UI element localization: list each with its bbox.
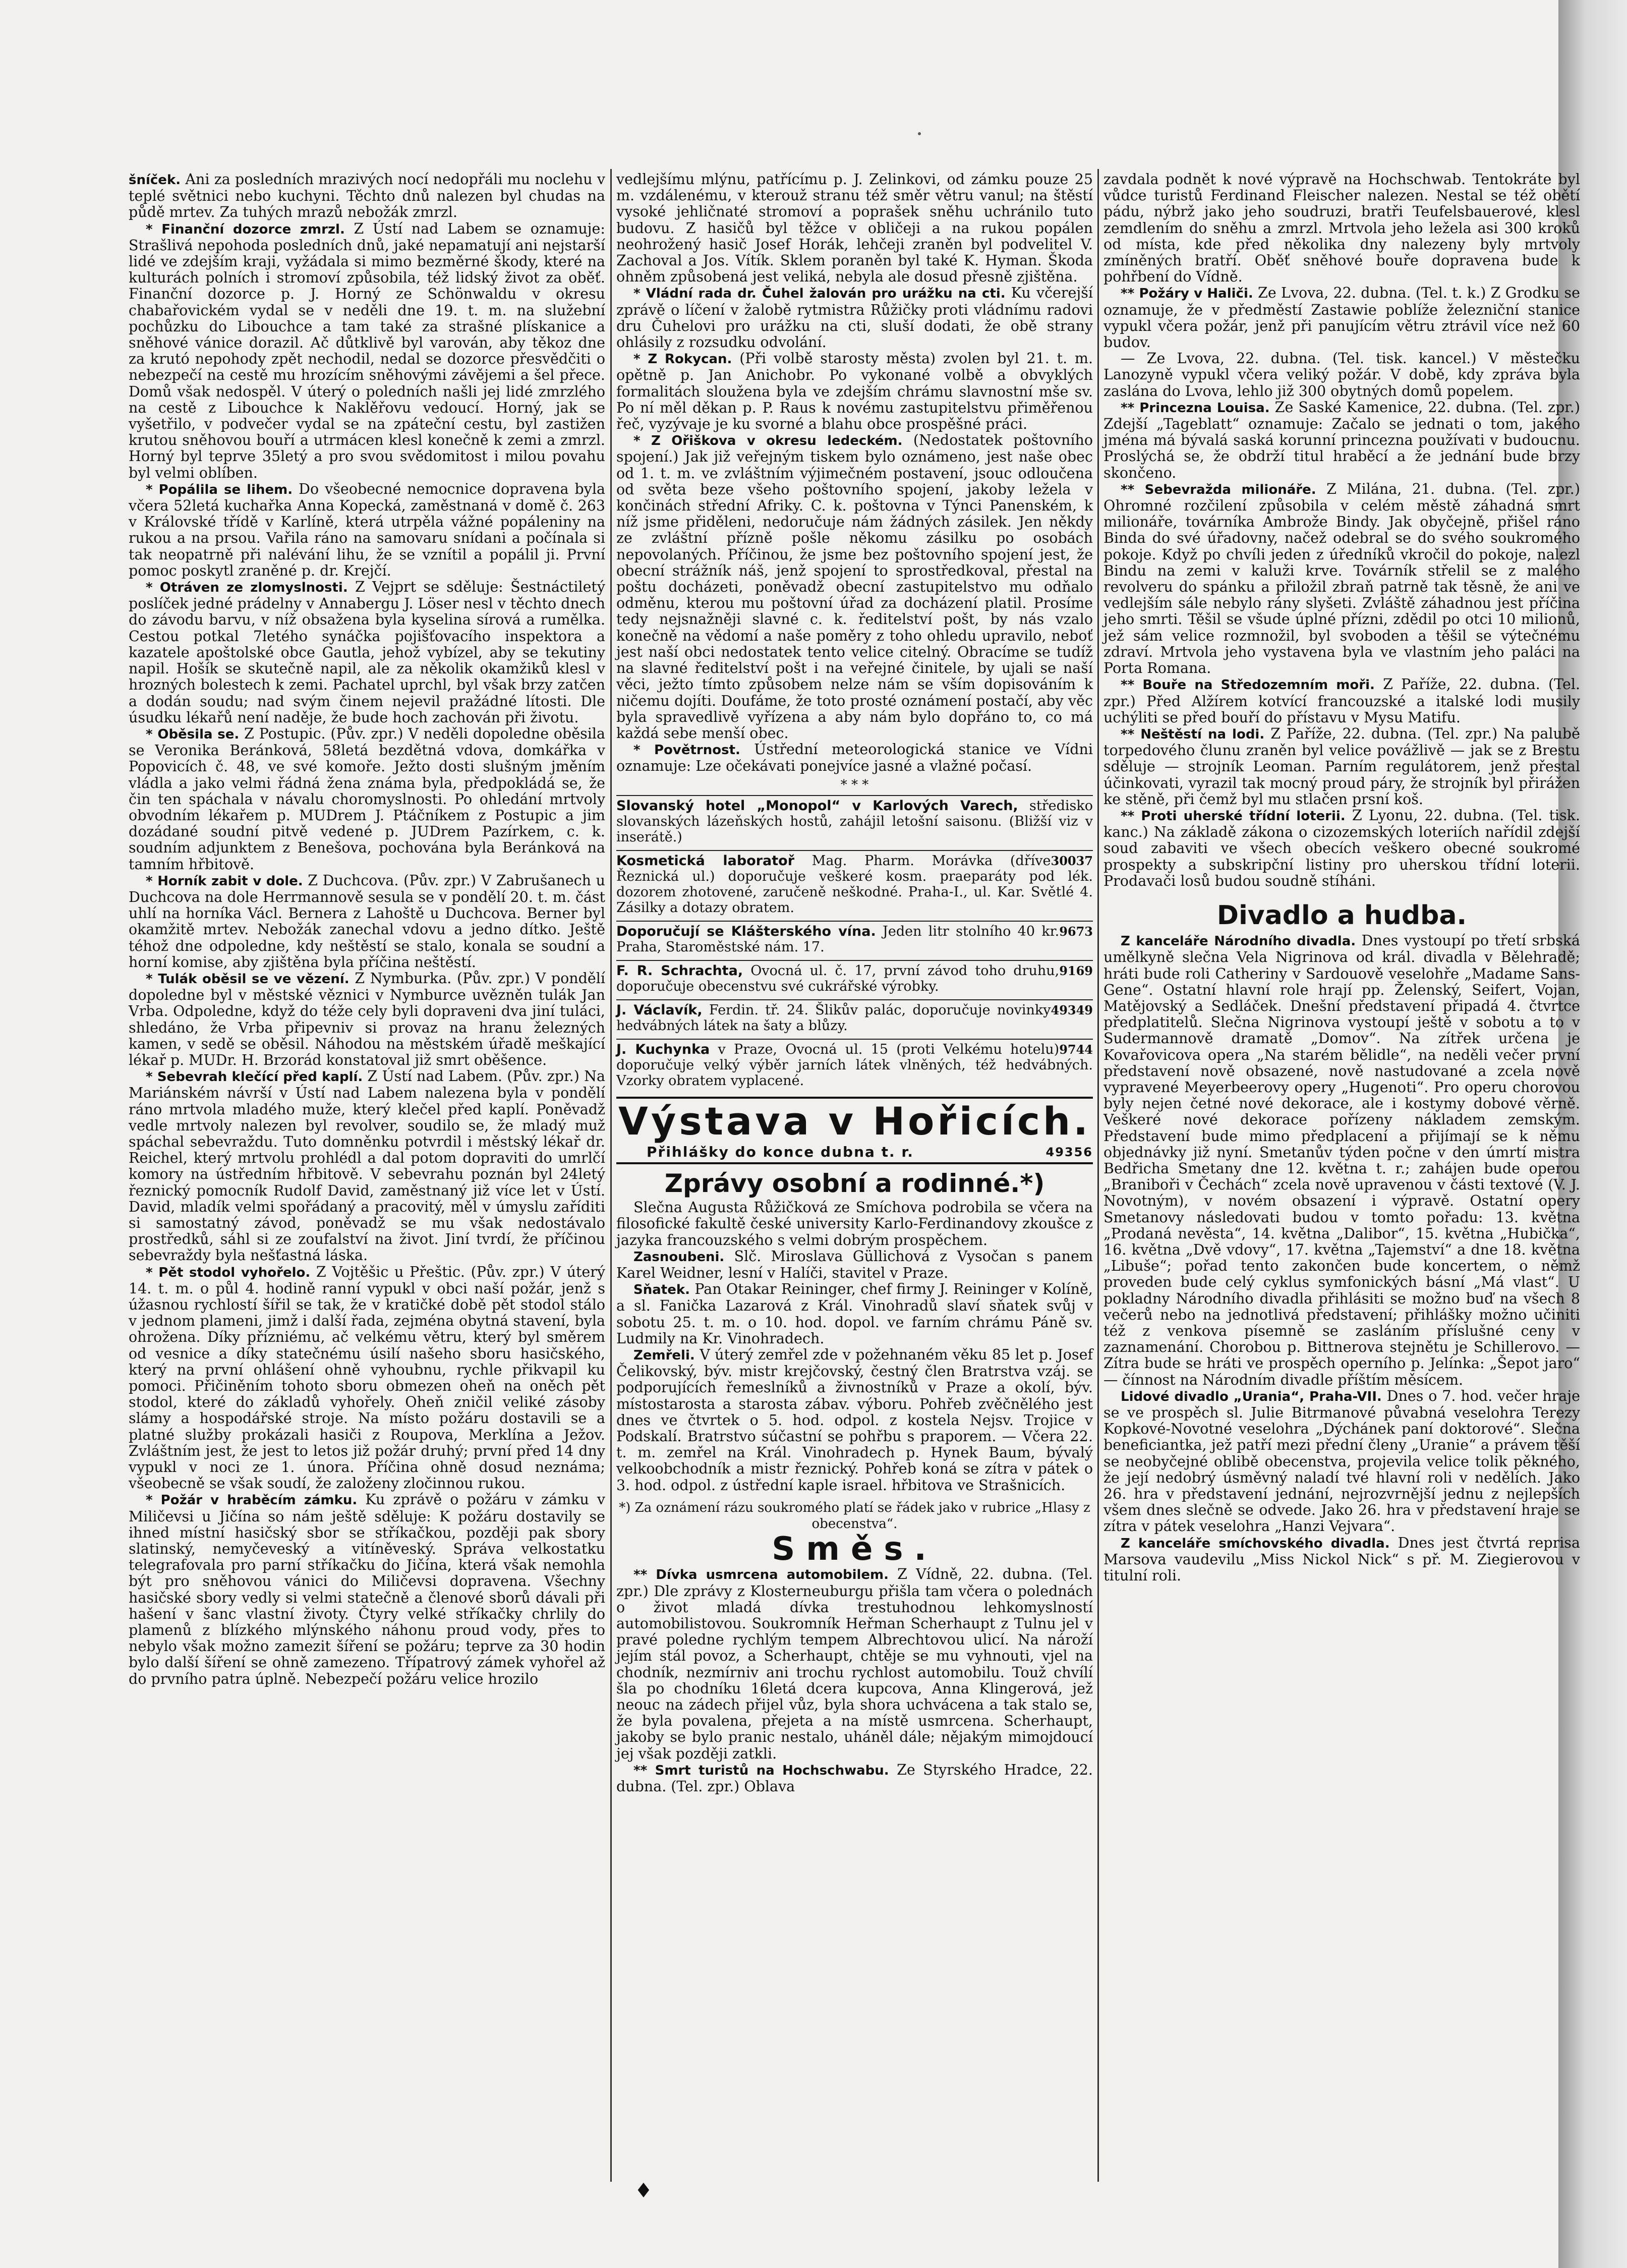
article-heading: ** Neštěstí na lodi. (1121, 726, 1265, 742)
advertisement (616, 795, 1093, 850)
article-paragraph (616, 1200, 1093, 1249)
article-paragraph (1103, 1535, 1580, 1584)
section-heading-theatre: Divadlo a hudba. (1216, 900, 1467, 931)
separator-stars: * * * (840, 777, 869, 792)
section-heading: Zprávy osobní a rodinné.*) (664, 1168, 1045, 1198)
article-heading: * Povětrnost. (633, 743, 740, 758)
column-3 (1103, 172, 1580, 1584)
article-paragraph (616, 351, 1093, 432)
ad-text: Ovocná ul. č. 17, první závod toho druhu, doporučuje obecenstvu své cukrářské výrobky. (616, 962, 1060, 994)
article-heading: * Požár v hraběcím zámku. (146, 1493, 358, 1508)
ad-number: 9673 (1059, 924, 1093, 939)
article-text: Z Lyonu, 22. dubna. (Tel. tisk. kanc.) Na základě zákona o cizozemských loteriích nařídil zdejší soud zabaviti ve všech obecích veškero obecné soukromé prospekty a subskripční listiny pro uherskou třídní loterii. Prodavači losů budou soudně stíháni. (1103, 807, 1581, 889)
article-text: Z Ústí nad Labem se oznamuje: Strašlivá nepohoda posledních dnů, jaké nepamatují ani nejstarší lidé ve zdejším kraji, vyžádala si mimo bezměrné škody, které na kulturách polních i stromoví způsobila, též lidský život za oběť. Finanční dozorce p. J. Horný ze Schönwaldu v okresu chabařovickém vydal se v neděli dne 19. t. m. na služební pochůzku do Libouchce a tam také za strašné plískanice a sněhové vánice dorazil. Ač důtklivě byl varován, aby těkoz dne za krutó nepohody zpět nechodil, nedal se dozorce přesvědčiti o nebezpečí na cestě mu hrozícím sněhovými závějemi a šel přece. Domů však nedospěl. V úterý o poledních našli jej lidé zmrzlého na cestě z Libouchce k Naklěřovu vedoucí. Horný, jak se vyšetřilo, v podvečer vydal se na zpáteční cestu, byl zastižen krutou sněhovou bouří a utrmácen klesl konečně k zemi a zmrzl. Horný byl teprve 35letý a pro svou svědomitost i milou povahu byl velmi oblíben. (129, 220, 605, 481)
article-text: zavdala podnět k nové výpravě na Hochschwab. Tentokráte byl vůdce turistů Ferdinand Fleischer nalezen. Nestal se též obětí pádu, nýbrž jako jeho soudruzi, bratři Teufelsbauerové, klesl zemdlením do sněhu a zmrzl. Mrtvola jeho ležela asi 300 kroků od místa, kde před několika dny nalezeny byly mrtvoly zmíněných bratří. Oběť sněhové bouře dopravena bude k pohřbení do Vídně. (1103, 171, 1580, 286)
article-paragraph (1103, 400, 1580, 481)
article-heading: šníček. (129, 173, 181, 188)
article-text: Ku včerejší zprávě o líčení v žalobě rytmistra Růžičky proti vládnímu radovi dru Čuhelovi pro urážku na cti, sluší dodati, že obě strany ohlásily z rozsudku odvolání. (616, 285, 1093, 351)
article-heading: ** Sebevražda milionáře. (1121, 482, 1316, 497)
article-text: Ze Styrského Hradce, 22. dubna. (Tel. zpr.) Oblava (616, 1761, 1093, 1795)
ad-number: 9744 (1059, 1042, 1093, 1057)
article-text: (Nedostatek poštovního spojení.) Jak již veřejným tiskem bylo oznámeno, jest naše obec od 1. t. m. ve zvláštním výjimečném postavení, jsouc odloučena od světa beze všeho poštovního spojení, jakoby ležela v končinách střední Afriky. C. k. poštovna v Týnci Panenském, k níž jsme přiděleni, nedoručuje nám žádných zásilek. Jen někdy ze zvláštní přízně pošle někomu zásilku po osobách nepovolaných. Příčinou, že jsme bez poštovního spojení jest, že obecní strážník náš, jenž spojení to sprostředkoval, přestal na poštu docházeti, poněvadž obecní zastupitelstvo mu odňalo odměnu, kterou mu poštovní úřad za docházení platil. Prosíme tedy nejsnažněji slavné c. k. ředitelství pošt, by nás vzalo konečně na vědomí a naše poměry z toho ohledu upravilo, neboť jest naší obci nedostatek tento velice citelný. Obracíme se tudíž na slavné ředitelství pošt i na veřejné činitele, by ujali se naší věci, ježto tímto způsobem nelze nám se vším dopisováním k ničemu dojíti. Doufáme, že toto prosté oznámení postačí, aby věc byla spravedlivě vyřízena a aby nám bylo dopřáno to, co má každá sebe menší obec. (616, 432, 1093, 742)
article-heading: Sňatek. (633, 1282, 690, 1298)
article-paragraph (129, 1264, 605, 1492)
article-text: Z Vídně, 22. dubna. (Tel. zpr.) Dle zprávy z Klosterneuburgu přišla tam včera o polednách o život mladá dívka trestuhodnou lehkomyslností automobilistovou. Soukromník Heřman Scherhaupt z Tulnu jel v pravé poledne rychlým tempem Albrechtovou ulicí. Na nároží jejím stál povoz, a Scherhaupt, chtěje se mu vyhnouti, vjel na chodník, nezmírniv ani trochu rychlost automobilu. Touž chvílí šla po chodníku 16letá dcera kupcova, Anna Klingerová, jež neouc na zádech přijel vůz, byla shora uchvácena a tak stalo se, že byla povalena, přejeta a na místě usmrcena. Scherhaupt, jakoby se bylo pranic nestalo, uháněl dále; nějakým mimojdoucí jej však později zatkli. (616, 1566, 1093, 1762)
article-text: Z Paříže, 22. dubna. (Tel. zpr.) Před Alžírem kotvící francouzské a italské lodi musily uchýliti se před bouří do přístavu v Mysu Matifu. (1103, 676, 1580, 726)
ad-text: Jeden litr stolního 40 kr. Praha, Staroměstské nám. 17. (616, 923, 1060, 955)
advertisement (616, 960, 1093, 999)
advertisement (616, 1039, 1093, 1094)
article-heading: ** Požáry v Haliči. (1121, 286, 1253, 302)
article-text: Z Vejprt se sděluje: Šestnáctiletý poslíček jedné prádelny v Annabergu J. Löser nesl v těchto dnech do závodu barvu, v níž obsažena byla kyselina sírová a rumělka. Cestou potkal 7letého synáčka pojišťovacího inspektora a kazatele apoštolské obce Gautla, jehož vybízel, aby se tekutiny napil. Hošík se skutečně napil, ale za několik okamžiků klesl v hrozných bolestech k zemi. Pachatel uprchl, byl však brzy zatčen a dodán soudu; nad svým činem nejevil pražádné lítosti. Dle úsudku lékařů není naděje, že bude hoch zachován při životu. (129, 579, 605, 726)
article-heading: ** Proti uherské třídní loterii. (1121, 808, 1346, 824)
column-2 (616, 172, 1093, 1795)
article-text: Z Paříže, 22. dubna. (Tel. zpr.) Na palubě torpedového člunu zraněn byl velice povážlivě — jak se z Brestu sděluje — strojník Leoman. Parním regulátorem, jenž přestal účinkovati, vyrazil tak mocný proud páry, že strojník byl přirážen ke stěně, při čemž byl mu stlačen prsní koš. (1103, 725, 1580, 808)
ad-text: Ferdin. tř. 24. Šlikův palác, doporučuje novinky hedvábných látek na šaty a blůzy. (616, 1002, 1051, 1034)
article-paragraph (1103, 808, 1580, 889)
article-heading: Zasnoubeni. (633, 1249, 725, 1265)
article-heading: * Finanční dozorce zmrzl. (146, 221, 345, 237)
article-heading: * Sebevrah klečící před kaplí. (146, 1069, 363, 1085)
article-heading: Lidové divadlo „Urania“, Praha-VII. (1121, 1389, 1382, 1404)
article-paragraph (129, 726, 605, 873)
article-heading: * Vládní rada dr. Čuhel žalován pro urážku na cti. (633, 286, 1006, 302)
article-paragraph (129, 481, 605, 579)
banner-subtitle (616, 1144, 1093, 1164)
article-text: Ústřední meteorologická stanice ve Vídni oznamuje: Lze očekávati ponejvíce jasné a vlažné počasí. (616, 741, 1093, 775)
ad-text: středisko slovanských lázeňských hostů, zahájil letošní saisonu. (Bližší viz v inserátě.) (616, 798, 1093, 845)
advertisement (616, 921, 1093, 960)
article-paragraph (129, 579, 605, 726)
article-text: Ze Saské Kamenice, 22. dubna. (Tel. zpr.) Zdejší „Tageblatt“ oznamuje: Začalo se jednati o tom, jakého jména má bývalá saská korunní princezna používati v budoucnu. Proslýchá se, že obdrží titul hraběcí a že jednání bude brzy skončeno. (1103, 399, 1580, 481)
article-paragraph (1103, 172, 1580, 285)
article-text: vedlejšímu mlýnu, patřícímu p. J. Zelinkovi, od zámku pouze 25 m. vzdálenému, v kterouž stranu též směr větru vanul; na štěstí vysoké jehličnaté stromoví a poprašek sněhu uchránilo tuto budovu. Z hasičů byl těžce v obličeji a na rukou popálen neohrožený hasič Josef Horák, lehčeji zraněn byl podvelitel V. Zachoval a Jos. Vítík. Sklem poraněn byl také K. Hyman. Škoda ohněm způsobená jest veliká, nebyla ale dosud přesně zjištěna. (616, 171, 1093, 286)
article-text: (Při volbě starosty města) zvolen byl 21. t. m. opětně p. Jan Anichobr. Po vykonané volbě a obvyklých formalitách sloužena byla ve zdejším chrámu slavnostní mše sv. Po ní měl děkan p. P. Raus k novému zastupitelstvu přiměřenou řeč, vyzývaje je ku svorné a blahu obce prospěšné práci. (616, 350, 1093, 433)
ad-brand: Slovanský hotel „Monopol“ v Karlových Varech, (616, 798, 1018, 814)
article-paragraph (1103, 933, 1580, 1388)
article-text: Ze Lvova, 22. dubna. (Tel. t. k.) Z Grodku se oznamuje, že v předměstí Zastawie poblíže železniční stanice vypukl včera požár, jenž při panujícím větru ztrávil více než 60 budov. (1103, 285, 1580, 351)
ad-brand: J. Václavík, (616, 1002, 703, 1018)
article-heading: * Horník zabit v dole. (146, 873, 303, 889)
article-heading: Zemřeli. (633, 1347, 695, 1363)
article-paragraph (1103, 1388, 1580, 1535)
article-text: Z Ústí nad Labem. (Pův. zpr.) Na Mariánském návrší v Ústí nad Labem nalezena byla v pondělí ráno mrtvola mladého muže, který klečel před kaplí. Poněvadž vedle mrtvoly nalezen byl revolver, soudilo se, že mladý muž spáchal sebevraždu. Tuto domněnku potvrdil i městský lékař dr. Reichel, který mrtvolu prohlédl a dal potom dopraviti do umrlčí komory na ústředním hřbitově. V sebevrahu poznán byl 24letý řeznický pomocník Rudolf David, zaměstnaný již více let v Ústí. David, mladík velmi spořádaný a pracovitý, měl v úmyslu zaříditi si samostatný závod, poněvadž se mu však nedostávalo prostředků, sáhl si ze zoufalství na život. Jiní tvrdí, že příčinou sebevraždy byla nešťastná láska. (129, 1068, 606, 1264)
article-heading: * Z Ořiškova v okresu ledeckém. (633, 433, 903, 449)
article-text: Ani za posledních mrazivých nocí nedopřáli mu noclehu v teplé světnici nebo kuchyni. Těchto dnů nalezen byl chudas na půdě mrtev. Za tuhých mrazů nebožák zmrzl. (129, 171, 605, 221)
article-text: Dnes o 7. hod. večer hraje se ve prospěch sl. Julie Bitrmanové půvabná veselohra Terezy Kopkové-Novotné veselohra „Dýchánek paní doktorové“. Slečna beneficiantka, jež patří mezi přední členy „Uranie“ a právem těší se neobyčejné oblibě obecenstva, projevila velice tolik pěkného, že její nedobrý úsměvný naladí tvé hlavní roli v nedělích. Jako 26. hra v představení jednání, nejrozvrnější jednu z nejlepších všem dnes slečně se odvede. Jako 26. hra v představení hraje se zítra v pátek veselohra „Hanzi Vejvara“. (1103, 1387, 1580, 1535)
article-paragraph (616, 285, 1093, 351)
ad-number: 9169 (1059, 963, 1093, 978)
article-heading: * Popálila se lihem. (146, 482, 293, 497)
article-heading: Z kanceláře Národního divadla. (1121, 934, 1356, 949)
article-paragraph (1103, 351, 1580, 400)
article-paragraph (616, 1347, 1093, 1494)
article-heading: ** Princezna Louisa. (1121, 400, 1270, 416)
ad-text: Mag. Pharm. Morávka (dříve Řeznická ul.) doporučuje veškeré kosm. praeparáty pod lék. dozorem zhotovené, zaručeně neškodné. Praha-I., ul. Kar. Světlé 4. Zásilky a dotazy obratem. (616, 853, 1093, 916)
article-paragraph (1103, 676, 1580, 726)
article-heading: * Pět stodol vyhořelo. (146, 1265, 311, 1280)
ad-brand: J. Kuchynka (616, 1041, 710, 1057)
article-text: Z Postupic. (Pův. zpr.) V neděli dopoledne oběsila se Veronika Beránková, 58letá bezdětná vdova, domkářka v Popovicích č. 48, ve své komoře. Ježto dosti slušným jměním vládla a jako velmi řádná žena známa byla, předpokládá se, že čin ten spáchala v návalu choromyslnosti. Po ohledání mrtvoly obvodním lékařem p. MUDrem J. Ptáčníkem z Postupic a jim dozádané soudní pitvě vedené p. JUDrem Pazírkem, c. k. soudním adjunktem z Benešova, pochována byla Beránková na tamním hřbitově. (129, 725, 605, 873)
article-text: Z Vojtěšic u Přeštic. (Pův. zpr.) V úterý 14. t. m. o půl 4. hodině ranní vypukl v obci naší požár, jenž s úžasnou rychlostí šířil se tak, že v kratičké době pět stodol stálo v jednom plameni, jimž i další řada, zejména obytná stavení, byla ohrožena. Díky přízniému, ač velkému větru, který byl směrem od vesnice a díky statečnému úsilí našeho sboru hasičského, který na první ohlášení ohně vyhoubnu, rychle přikvapil ku pomoci. Přičiněním tohoto sboru obmezen oheň na oněch pět stodol, které do základů vyhořely. Oheň zničil veliké zásoby slámy a hospodářské stroje. Na místo požáru dostavili se a platné služby prokázali hasiči z Roupova, Merklína a Ježov. Zvláštním jest, že jest to letos již požár druhý; první před 14 dny vypukl v noci ze 1. února. Příčina ohně dosud neznáma; všeobecně se však soudí, že založeny zločinnou rukou. (129, 1263, 605, 1492)
column-rule (610, 169, 612, 2182)
ad-number: 30037 (1051, 853, 1093, 868)
article-paragraph (1103, 285, 1580, 351)
banner-subtitle-text: Přihlášky do konce dubna t. r. (647, 1143, 914, 1160)
article-text: Dnes jest čtvrtá reprisa Marsova vaudevilu „Miss Nickol Nick“ s př. M. Ziegierovou v titulní roli. (1103, 1534, 1581, 1584)
article-text: V úterý zemřel zde v požehnaném věku 85 let p. Josef Čelikovský, býv. mistr krejčovský, čestný člen Bratrstva vzáj. se podporujících řemeslníků a živnostníků v Praze a okolí, býv. místostarosta a starosta zábav. výboru. Pohřeb zvěčnělého jest dnes ve čtvrtek o 5. hod. odpol. z kostela Nejsv. Trojice v Podskalí. Bratrstvo súčastní se pohřbu s praporem. — Včera 22. t. m. zemřel na Král. Vinohradech p. Hynek Baum, bývalý velkoobchodník a mistr řeznický. Pohřeb koná se zítra v pátek o 3. hod. odpol. z ústřední kaple israel. hřbitova ve Strašnicích. (616, 1346, 1093, 1494)
ad-brand: Kosmetická laboratoř (616, 853, 795, 869)
column-1 (129, 172, 605, 1687)
exhibition-banner (616, 1097, 1093, 1164)
article-text: Ku zprávě o požáru v zámku v Miličevsi u Jičína so nám ještě sděluje: K požáru dostavily se ihned místní hasičský sbor se stříkačkou, později pak sbory slatinský, nemyčeveský a vitíněveský. Správa velkostatku telegrafovala pro parní stříkačku do Jičína, která však nemohla být pro sněhovou vánici do Miličevsi dopravena. Všechny hasičské sbory vedly si velmi statečně a členové sborů dávali při hašení v šanc vlastní životy. Čtyry velké stříkačky chrlily do plamenů z blízkého mlýnského náhonu proud vody, přes to nebylo však možno zamezit šíření se požáru; teprve za 30 hodin bylo další šíření se ohně zamezeno. Třípatrový zámek vyhořel až do prvního patra úplně. Nebezpečí požáru velice hrozilo (129, 1491, 606, 1687)
advertisement (616, 850, 1093, 921)
ad-brand: Doporučují se Klášterského vína. (616, 923, 876, 939)
article-paragraph (616, 742, 1093, 774)
article-paragraph (129, 221, 605, 481)
article-paragraph (129, 873, 605, 971)
article-paragraph (616, 1566, 1093, 1762)
article-heading: * Z Rokycan. (633, 352, 732, 367)
article-heading: ** Bouře na Středozemním moři. (1121, 677, 1375, 693)
banner-number: 49356 (1045, 1145, 1093, 1159)
article-text: Slč. Miroslava Güllichová z Vysočan s panem Karel Weidner, lesní v Halíči, stavitel v Praze. (616, 1248, 1093, 1281)
article-text: Z Duchcova. (Pův. zpr.) V Zabrušanech u Duchcova na dole Herrmannově sesula se v pondělí 20. t. m. část uhlí na horníka Václ. Bernera z Lahoště u Duchcova. Berner byl okamžitě mrtev. Nebožák zanechal vdovu a jedno dítko. Ještě téhož dne odpoledne, kdy neštěstí se stalo, konala se soudní a horní komise, aby zjištěna byla příčina neštěstí. (129, 872, 606, 971)
article-paragraph (616, 432, 1093, 742)
article-heading: * Tulák oběsil se ve vězení. (146, 971, 350, 987)
article-paragraph (616, 172, 1093, 285)
article-text: Z Nymburka. (Pův. zpr.) V pondělí dopoledne byl v městské věznici v Nymburce uvězněn tulák Jan Vrba. Odpoledne, když do téže cely byli dopraveni dva jiní tuláci, shledáno, že Vrba připevniv si provaz na hranu železných kamen, v sedě se oběsil. Náhodou na městském úřadě meškající lékař p. MUDr. H. Brzorád konstatoval již smrt oběšence. (129, 970, 605, 1068)
article-text: Z Milána, 21. dubna. (Tel. zpr.) Ohromné rozčilení způsobila v celém městě záhadná smrt milionáře, továrníka Ambrože Bindy. Jak obyčejně, přišel ráno Binda do své úřadovny, načež odebral se do svého soukromého pokoje. Když po chvíli jeden z úředníků vkročil do pokoje, nalezl Bindu na zemi v kaluži krve. Továrník střelil se z malého revolveru do spánku a přiložil zbraň patrně tak těsně, že ani ve vedlejším sále nebylo rány slyšeti. Zvláště záhadnou jest příčina jeho smrti. Těšil se všude úplné přízni, zdědil po otci 10 milionů, jež sám velice rozmnožil, byl svoboden a těšil se výtečnému zdraví. Mrtvola jeho vystavena byla ve vlastním jeho paláci na Porta Romana. (1103, 480, 1580, 677)
article-paragraph (616, 1249, 1093, 1281)
article-paragraph (129, 971, 605, 1068)
ad-text: v Praze, Ovocná ul. 15 (proti Velkému hotelu) doporučuje velký výběr jarních látek vlněných, též hedvábných. Vzorky obratem vyplacené. (616, 1041, 1093, 1089)
article-text: Dnes vystoupí po třetí srbská umělkyně slečna Vela Nigrinova od král. divadla v Bělehradě; hráti bude roli Catheriny v Sardouově veselohře „Madame Sans-Gene“. Ostatní hlavní role hrají pp. Želenský, Seifert, Vojan, Matějovský a Sedláček. Dnešní představení připadá 4. čtvrtce předplatitelů. Slečna Nigrinova vystoupí ještě v sobotu a to v Sudermannově dramatě „Domov“. Na zítřek určena je Kovařovicova opera „Na starém bělidle“, na neděli večer první představení nově obsazené, nově nastudované a zcela nově vypravené Meyerbeerovy opery „Hugenoti“. Pro operu chorovou byly nejen četné nové dekorace, ale i kostymy dobové věrně. Veškeré nové dekorace pořízeny nákladem zemským. Představení bude mimo předplacení a přijímají se k němu objednávky již nyní. Smetanův týden počne v den úmrtí mistra Bedřicha Smetany dne 12. května t. r.; zahájen bude operou „Braniboři v Čechách“ zcela nově upravenou v části textové (V. J. Novotným), v novém obsazení i výpravě. Ostatní opery Smetanovy následovati budou v tomto pořadu: 13. května „Prodaná nevěsta“, 14. května „Dalibor“, 15. května „Hubička“, 16. května „Dvě vdovy“, 17. května „Tajemství“ a dne 18. května „Libuše“; pořad tento zakončen bude koncertem, o němž proveden bude celý cyklus symfonických básní „Má vlast“. U pokladny Národního divadla přihlásiti se možno buď na všech 8 večerů nebo na jednotlivá představení; přihlášky možno učiniti též z venkova písemně se zasláním příslušné ceny v zaznamenání. Chorobou p. Bittnerova stejnětu je Schillerovo. — Zítra bude se hráti ve prospěch operního p. Jelínka: „Šepot jaro“ — čínnost na Národním divadle příštím měsícem. (1103, 932, 1580, 1388)
ad-brand: F. R. Schrachta, (616, 962, 743, 979)
article-paragraph (129, 1492, 605, 1687)
article-text: Slečna Augusta Růžičková ze Smíchova podrobila se včera na filosofické fakultě české university Karlo-Ferdinandovy zkoušce z jazyka francouzského s velmi dobrým prospěchem. (616, 1199, 1093, 1249)
article-paragraph (616, 1762, 1093, 1795)
ad-number: 49349 (1051, 1002, 1093, 1017)
footnote: *) Za oznámení rázu soukromého platí se řádek jako v rubrice „Hlasy z obecenstva“. (619, 1500, 1090, 1532)
article-text: — Ze Lvova, 22. dubna. (Tel. tisk. kancel.) V městečku Lanozyně vypukl včera veliký požár. V době, kdy zpráva byla zaslána do Lvova, lehlo již 300 obytných domů popelem. (1103, 350, 1580, 400)
banner-title: Výstava v Hořicích. (616, 1097, 1093, 1144)
article-paragraph (616, 1281, 1093, 1347)
page-ornament: ♦ (634, 2179, 653, 2202)
article-text: Do všeobecné nemocnice dopravena byla včera 52letá kuchařka Anna Kopecká, zaměstnaná v domě č. 263 v Královské třídě v Karlíně, která utrpěla vážné popáleniny na rukou a na prsou. Vařila ráno na samovaru snídani a počínala si tak neopatrně při nalévání lihu, že se vznítil a popálil ji. První pomoc poskytl zraněné p. dr. Krejčí. (129, 480, 605, 579)
article-paragraph (129, 172, 605, 221)
article-paragraph (129, 1068, 605, 1264)
section-heading-smes: Směs. (772, 1530, 938, 1568)
article-text: Pan Otakar Reininger, chef firmy J. Reininger v Kolíně, a sl. Fanička Lazarová z Král. Vinohradů slaví sňatek svůj v sobotu 25. t. m. o 10. hod. dopol. ve farním chrámu Páně sv. Ludmily na Kr. Vinohradech. (616, 1281, 1093, 1347)
article-heading: ** Dívka usmrcena automobilem. (633, 1567, 889, 1583)
article-heading: * Oběsila se. (146, 726, 240, 742)
article-heading: ** Smrt turistů na Hochschwabu. (633, 1763, 889, 1778)
article-paragraph (1103, 481, 1580, 676)
article-heading: Z kanceláře smíchovského divadla. (1121, 1536, 1390, 1551)
article-paragraph (1103, 726, 1580, 808)
advertisement (616, 999, 1093, 1039)
scan-speck (918, 132, 921, 135)
article-heading: * Otráven ze zlomyslnosti. (146, 580, 348, 596)
column-rule (1097, 169, 1099, 2182)
